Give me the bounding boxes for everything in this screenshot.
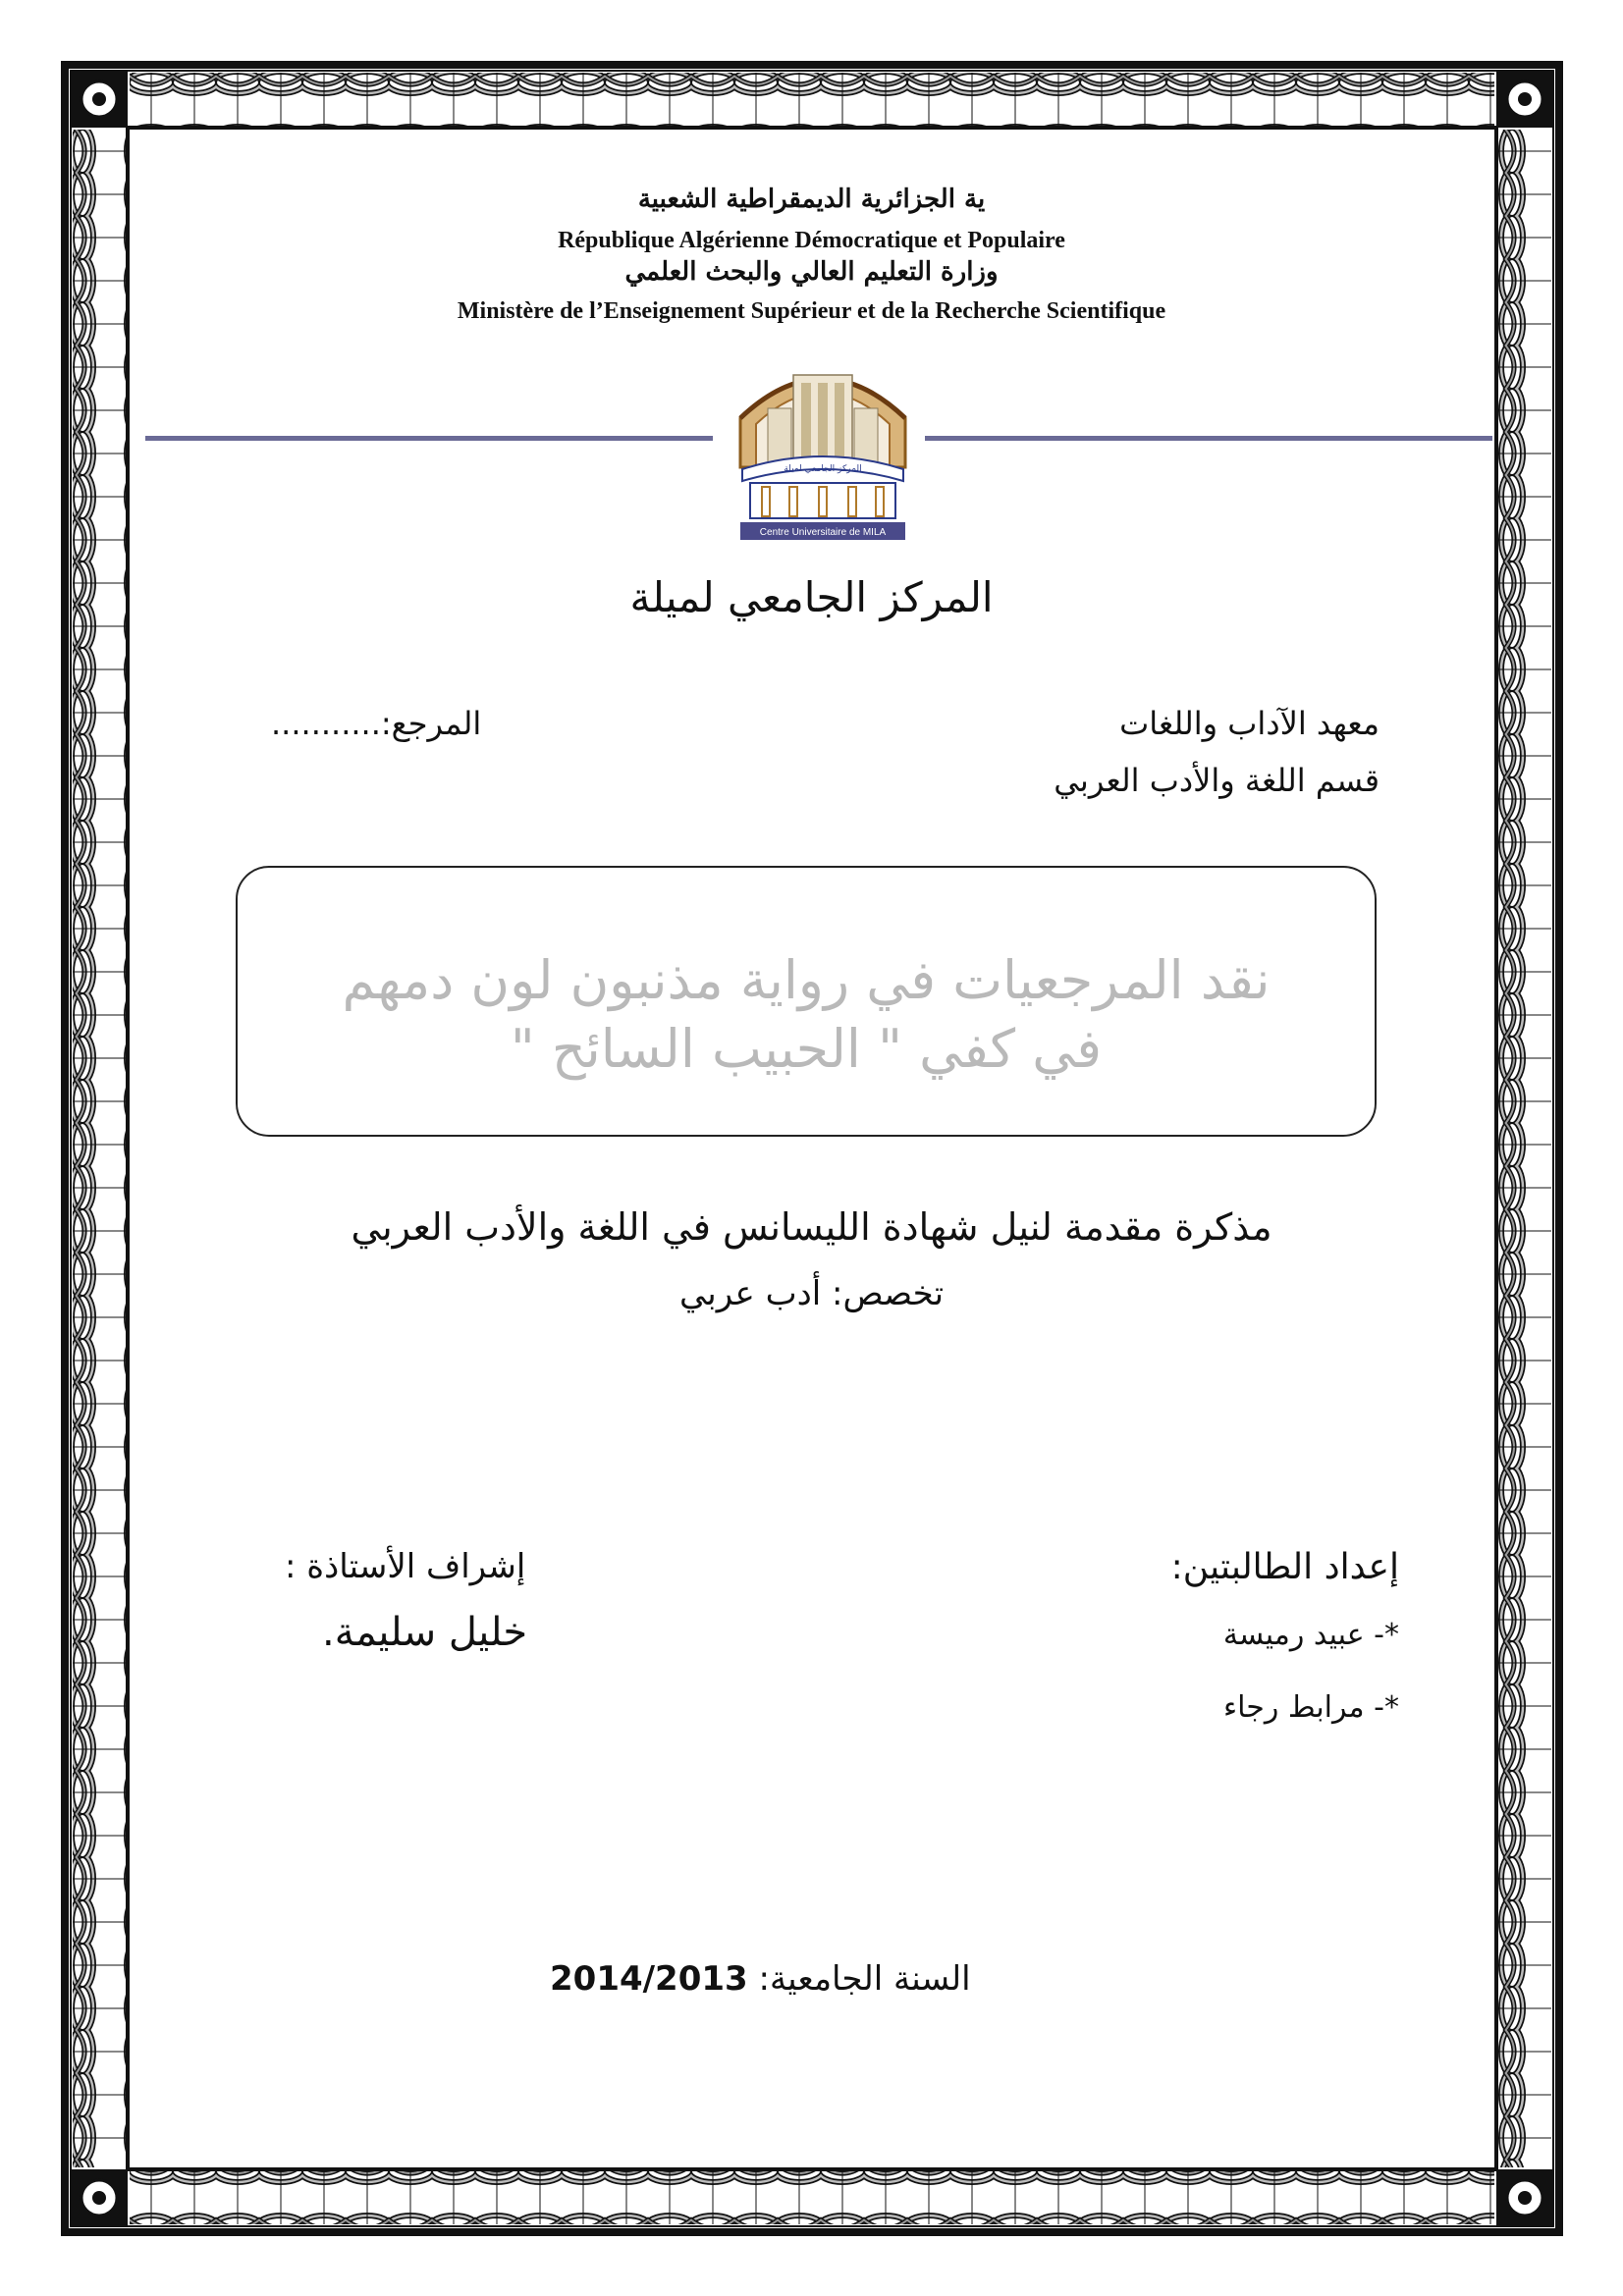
thesis-title-line-1: نقد المرجعيات في رواية مذنبون لون دمهم — [342, 949, 1271, 1011]
thesis-title-line-2: في كفي " الحبيب السائح " — [510, 1018, 1103, 1080]
reference-field: المرجع:........... — [271, 705, 482, 742]
corner-ornament-bottom-right — [1496, 2169, 1553, 2226]
rule-left — [145, 436, 713, 441]
header-arabic-line-2: ﻭﺯﺍﺭﺓ ﺍﻟﺘﻌﻠﻴﻢ ﺍﻟﻌﺎﻟﻲ ﻭﺍﻟﺒﺤﺚ ﺍﻟﻌﻠﻤﻲ — [624, 257, 999, 287]
academic-year — [550, 1959, 971, 1999]
memo-description: مذكرة مقدمة لنيل شهادة الليسانس في اللغة والأدب العربي — [351, 1205, 1272, 1249]
supervisor-heading: إشراف الأستاذة : — [285, 1547, 526, 1586]
logo-banner-text: المركز الجامعي لميلة — [784, 464, 862, 474]
corner-ornament-bottom-left — [71, 2169, 128, 2226]
students-heading: إعداد الطالبتين: — [1170, 1547, 1399, 1587]
corner-ornament-top-right — [1496, 71, 1553, 128]
header-ministry-fr: Ministère de l’Enseignement Supérieur et de la Recherche Scientifique — [457, 298, 1166, 324]
department-name: قسم اللغة والأدب العربي — [1054, 762, 1380, 799]
academic-year-value: 2014/2013 — [550, 1959, 748, 1999]
academic-year-label: السنة الجامعية: — [758, 1959, 971, 1999]
thesis-title-box — [236, 866, 1377, 1137]
student-item: *- عبيد رميسة — [1222, 1618, 1399, 1652]
university-logo-graphic — [732, 349, 913, 542]
institute-name: معهد الآداب واللغات — [1119, 705, 1380, 742]
student-item: *- مرابط رجاء — [1223, 1690, 1399, 1725]
header-republic-fr: République Algérienne Démocratique et Populaire — [558, 228, 1065, 253]
memo-specialty: تخصص: أدب عربي — [678, 1274, 945, 1313]
center-name: المركز الجامعي لميلة — [629, 573, 994, 621]
university-logo — [732, 349, 913, 542]
header-arabic-line-1: ﻳﺔ ﺍﻟﺠﺰﺍﺋﺮﻳﺔ ﺍﻟﺪﻳﻤﻘﺮﺍﻃﻴﺔ ﺍﻟﺸﻌﺒﻴﺔ — [637, 185, 986, 214]
logo-caption: Centre Universitaire de MILA — [759, 527, 887, 538]
supervisor-name: خليل سليمة. — [322, 1610, 528, 1655]
corner-ornament-top-left — [71, 71, 128, 128]
rule-right — [925, 436, 1492, 441]
